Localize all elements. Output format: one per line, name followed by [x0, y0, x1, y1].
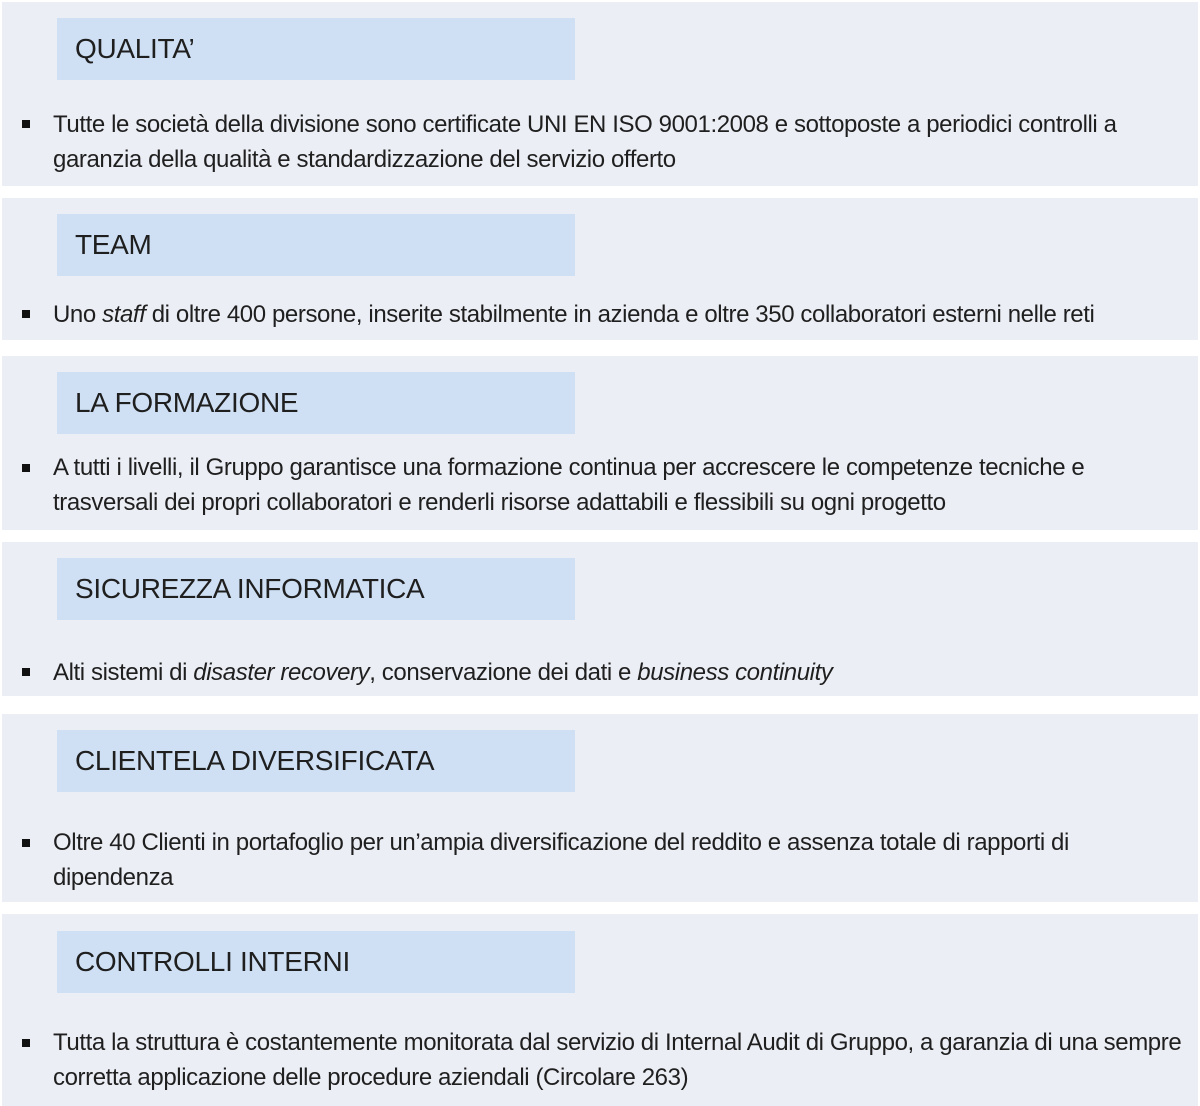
section-header — [57, 931, 575, 993]
section-header — [57, 372, 575, 434]
bullet-icon — [22, 839, 30, 847]
bullet-icon — [22, 464, 30, 472]
bullet-icon — [22, 120, 30, 128]
text-part: Alti sistemi di — [53, 659, 194, 686]
section-header — [57, 18, 575, 80]
section-title: TEAM — [75, 229, 152, 260]
bullet-icon — [22, 1039, 30, 1047]
section-clientela — [2, 714, 1198, 902]
text-part: , conservazione dei dati e — [369, 659, 638, 686]
section-text — [53, 297, 1193, 332]
text-part: di oltre 400 persone, inserite stabilmente in azienda e oltre 350 collaboratori esterni nelle reti — [145, 301, 1095, 328]
section-controlli — [2, 914, 1198, 1106]
section-team — [2, 198, 1198, 340]
section-header — [57, 558, 575, 620]
section-title: LA FORMAZIONE — [75, 387, 299, 418]
section-title: CLIENTELA DIVERSIFICATA — [75, 745, 435, 776]
section-text: Oltre 40 Clienti in portafoglio per un’ampia diversificazione del reddito e assenza totale di rapporti di dipendenza — [53, 829, 1069, 891]
bullet-icon — [22, 310, 30, 318]
section-title: QUALITA’ — [75, 33, 195, 64]
bullet-icon — [22, 668, 30, 676]
text-part-italic: business continuity — [637, 659, 833, 686]
text-part-italic: disaster recovery — [193, 659, 370, 686]
section-title: CONTROLLI INTERNI — [75, 946, 350, 977]
section-text: Tutta la struttura è costantemente monitorata dal servizio di Internal Audit di Gruppo, a garanzia di una sempre corretta applicazione delle procedure aziendali (Circolare 263) — [53, 1029, 1182, 1091]
section-text: A tutti i livelli, il Gruppo garantisce una formazione continua per accrescere le competenze tecniche e trasversali dei propri collaboratori e renderli risorse adattabili e flessibili su ogni progetto — [53, 454, 1085, 516]
text-part: Uno — [53, 301, 103, 328]
section-header — [57, 730, 575, 792]
section-header — [57, 214, 575, 276]
section-qualita — [2, 2, 1198, 186]
text-part-italic: staff — [102, 301, 146, 328]
section-text: Tutte le società della divisione sono certificate UNI EN ISO 9001:2008 e sottoposte a periodici controlli a garanzia della qualità e standardizzazione del servizio offerto — [53, 111, 1117, 173]
section-formazione — [2, 356, 1198, 530]
section-title: SICUREZZA INFORMATICA — [75, 573, 425, 604]
section-sicurezza — [2, 542, 1198, 696]
section-text — [53, 655, 1193, 690]
